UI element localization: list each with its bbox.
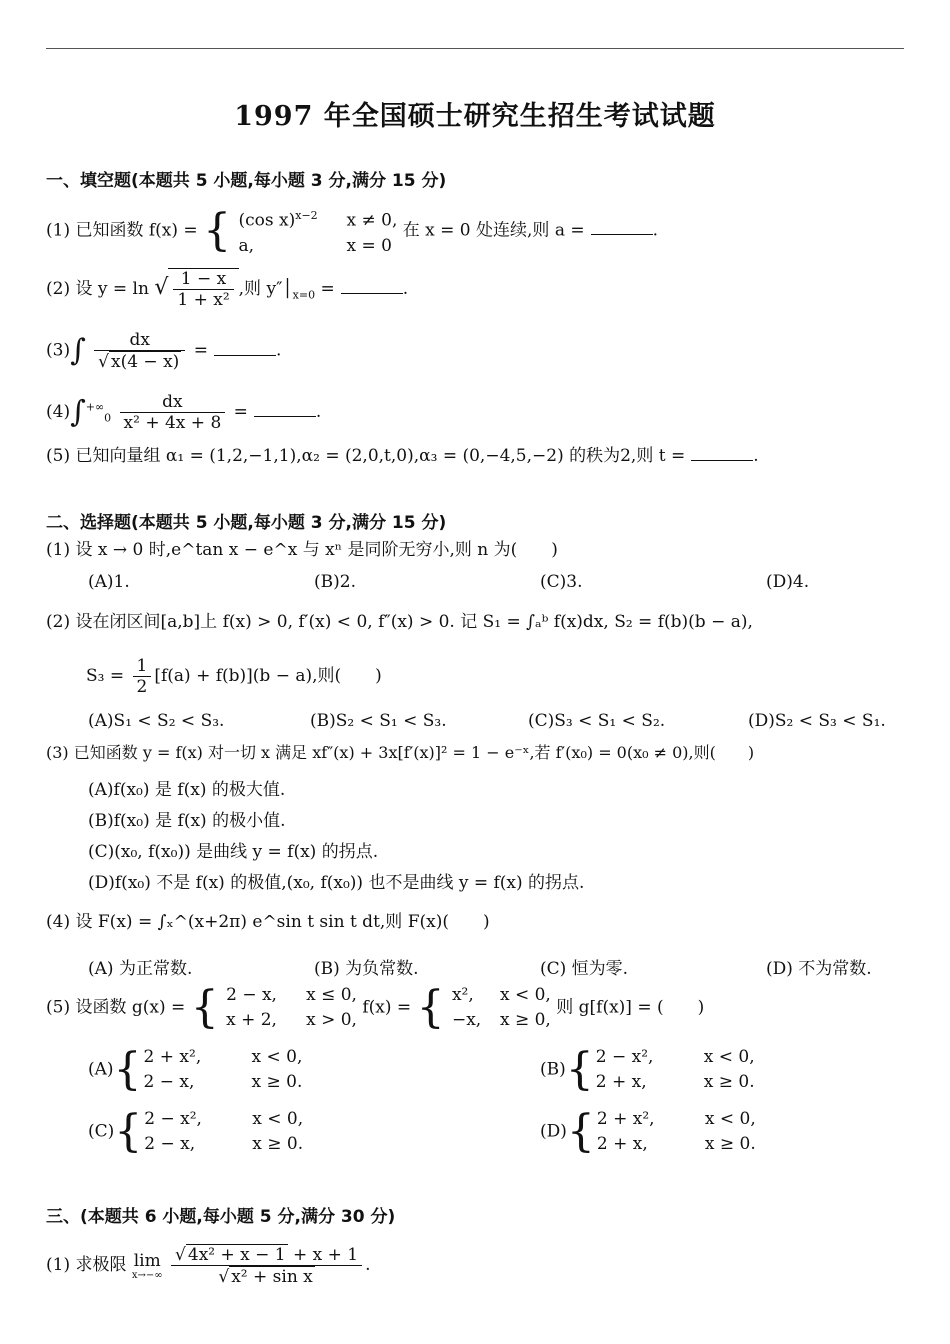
s2q3-option-b: (B)f(x₀) 是 f(x) 的极小值.: [88, 811, 286, 831]
sqrt-icon: √: [154, 275, 169, 300]
f-case1-cond: x < 0,: [499, 985, 551, 1005]
s1q2-den: 1 + x²: [177, 290, 230, 310]
s1q4-den: x² + 4x + 8: [123, 413, 222, 433]
s2-question-3: (3) 已知函数 y = f(x) 对一切 x 满足 xf″(x) + 3x[f′(x)]² = 1 − e⁻ˣ,若 f′(x₀) = 0(x₀ ≠ 0),则( ): [46, 743, 755, 762]
option-a-cond1: x < 0,: [251, 1047, 303, 1067]
s1q4-eq: =: [233, 402, 248, 422]
s1q2-fraction: [173, 269, 233, 310]
option-b-cond1: x < 0,: [703, 1047, 755, 1067]
answer-blank: [341, 293, 403, 294]
s1q1-prefix: (1) 已知函数 f(x) =: [46, 220, 198, 241]
s1q1-case2-cond: x = 0: [346, 235, 392, 256]
s2q5-f-cases: [452, 983, 551, 1033]
left-brace-icon: {: [203, 204, 232, 256]
s1q1-cases: [239, 203, 398, 259]
left-brace-icon: {: [113, 1044, 142, 1095]
s1q3-eq: =: [193, 340, 208, 361]
s3q1-prefix: (1) 求极限: [46, 1255, 127, 1275]
option-d-cond1: x < 0,: [704, 1109, 756, 1129]
answer-blank: [691, 460, 753, 461]
s2q3-option-d: (D)f(x₀) 不是 f(x) 的极值,(x₀, f(x₀)) 也不是曲线 y = f(x) 的拐点.: [88, 873, 585, 893]
s2q2-half: [133, 656, 152, 697]
s1q4-prefix: (4): [46, 402, 71, 422]
s1q2-suffix: ,则 y″: [238, 279, 283, 299]
s3q1-limit: [132, 1251, 163, 1281]
lim-word: lim: [133, 1250, 161, 1271]
s2-question-2: (2) 设在闭区间[a,b]上 f(x) > 0, f′(x) < 0, f″(x) > 0. 记 S₁ = ∫ₐᵇ f(x)dx, S₂ = f(b)(b − a),: [46, 612, 753, 632]
page-title: 1997 年全国硕士研究生招生考试试题: [234, 101, 716, 132]
s2q2-option-b: (B)S₂ < S₁ < S₃.: [310, 711, 447, 731]
s1q4-upper: +∞: [85, 400, 105, 414]
s2q5-option-a: [88, 1045, 302, 1095]
s1q3-prefix: (3): [46, 340, 71, 361]
s1q1-case1: (cos x): [238, 210, 296, 231]
s1q1-case2: a,: [238, 235, 255, 256]
s2-question-2-line2: [86, 656, 382, 697]
s2q2-s3: S₃ =: [86, 666, 125, 686]
option-b-case2: 2 + x,: [595, 1072, 647, 1092]
s2q1-option-b: (B)2.: [314, 572, 356, 592]
s2q5-option-d: [540, 1107, 756, 1157]
answer-blank: [591, 234, 653, 235]
s1-question-3: (3)∫ $\frac{dx}{√ x(4 - x)}$ = .: [46, 330, 282, 372]
s2q1-option-c: (C)3.: [540, 572, 583, 592]
s2-question-5: [46, 983, 704, 1033]
s2q3-option-c: (C)(x₀, f(x₀)) 是曲线 y = f(x) 的拐点.: [88, 842, 379, 862]
f-case2: −x,: [451, 1010, 482, 1030]
answer-blank: [254, 416, 316, 417]
s1q2-prefix: (2) 设 y = ln: [46, 279, 149, 299]
s1-question-4: $(4)\int^{+\infty}_0$ $\frac{dx}{\text{x² + 4x + 8}}$ = .: [46, 392, 322, 433]
s1q5-text: (5) 已知向量组 α₁ = (1,2,−1,1),α₂ = (2,0,t,0),α₃ = (0,−4,5,−2) 的秩为2,则 t =: [46, 446, 686, 466]
g-case2: x + 2,: [226, 1010, 277, 1030]
option-c-cond2: x ≥ 0.: [252, 1134, 304, 1154]
g-case1: 2 − x,: [226, 985, 277, 1005]
s1-question-5: (5) 已知向量组 α₁ = (1,2,−1,1),α₂ = (2,0,t,0),α₃ = (0,−4,5,−2) 的秩为2,则 t = .: [46, 446, 759, 466]
f-case2-cond: x ≥ 0,: [499, 1010, 551, 1030]
option-a-cond2: x ≥ 0.: [251, 1072, 303, 1092]
s2q2-option-d: (D)S₂ < S₃ < S₁.: [748, 711, 886, 731]
s2q5-option-b: [540, 1045, 755, 1095]
option-a-label: (A): [88, 1059, 114, 1080]
s1q3-num: dx: [94, 330, 185, 351]
left-brace-icon: {: [190, 982, 219, 1033]
s1q1-suffix: 在 x = 0 处连续,则 a =: [402, 220, 585, 241]
s2q5-g-cases: [226, 983, 357, 1033]
s2q4-option-c: (C) 恒为零.: [540, 959, 629, 979]
s1q1-case1-cond: x ≠ 0,: [346, 210, 398, 231]
g-case2-cond: x > 0,: [306, 1010, 357, 1030]
section1-heading: 一、填空题(本题共 5 小题,每小题 3 分,满分 15 分): [46, 171, 447, 191]
option-b-case1: 2 − x²,: [595, 1047, 654, 1067]
lim-subscript: x→−∞: [131, 1269, 163, 1281]
s3q1-fraction: $\frac{\text{√ 4x² + x − 1 + x + 1}}{\text{√ x² + sin x}}$: [171, 1244, 362, 1287]
left-brace-icon: {: [566, 1106, 595, 1157]
option-c-case1: 2 − x²,: [144, 1109, 202, 1129]
s3q1-end: .: [365, 1255, 371, 1275]
option-d-label: (D): [540, 1121, 567, 1142]
option-a-case1: 2 + x²,: [143, 1047, 202, 1067]
section2-heading: 二、选择题(本题共 5 小题,每小题 3 分,满分 15 分): [46, 513, 447, 533]
s2q2-half-num: 1: [133, 656, 152, 677]
integral-icon: ∫: [70, 333, 86, 368]
s2q3-option-a: (A)f(x₀) 是 f(x) 的极大值.: [88, 780, 286, 800]
s1q2-num: 1 − x: [173, 269, 233, 290]
s2q4-option-a: (A) 为正常数.: [88, 959, 193, 979]
s2q5-suffix: 则 g[f(x)] = ( ): [556, 997, 705, 1018]
s2-question-1: (1) 设 x → 0 时,e^tan x − e^x 与 xⁿ 是同阶无穷小,则 n 为( ): [46, 540, 558, 560]
s1-question-2: (2) 设 y = ln √ $\frac{1 - x}{\text{1 + x²}}$ ,则 $y''│_{x=0}$ = .: [46, 269, 409, 310]
option-c-label: (C): [88, 1121, 115, 1142]
option-b-label: (B): [540, 1059, 566, 1080]
s1q4-num: dx: [120, 392, 226, 413]
option-d-cond2: x ≥ 0.: [704, 1134, 756, 1154]
s3q1-num-radicand: 4x² + x − 1: [187, 1245, 286, 1265]
s2q2-option-c: (C)S₃ < S₁ < S₂.: [528, 711, 666, 731]
s1q2-eq: =: [320, 279, 335, 299]
s2q2-suffix: [f(a) + f(b)](b − a),则( ): [154, 666, 382, 686]
s2q4-option-b: (B) 为负常数.: [314, 959, 419, 979]
left-brace-icon: {: [114, 1106, 143, 1157]
answer-blank: [214, 355, 276, 356]
option-d-case1: 2 + x²,: [596, 1109, 655, 1129]
s1q1-case1-exp: x−2: [295, 209, 318, 222]
s3q1-den-radicand: x² + sin x: [231, 1267, 313, 1287]
s1q2-eval: x=0: [292, 288, 316, 302]
s3q1-num-rest: + x + 1: [293, 1245, 359, 1265]
s2q5-option-c: [88, 1107, 303, 1157]
integral-icon: ∫: [70, 394, 86, 430]
s2q4-option-d: (D) 不为常数.: [766, 959, 872, 979]
s2q1-option-d: (D)4.: [766, 572, 810, 592]
s2q1-option-a: (A)1.: [88, 572, 130, 592]
s1q3-fraction: $\frac{dx}{√ x(4 - x)}$: [94, 330, 185, 372]
f-case1: x²,: [451, 985, 474, 1005]
option-c-cond1: x < 0,: [252, 1109, 304, 1129]
s2-question-4: (4) 设 F(x) = ∫ₓ^(x+2π) e^sin t sin t dt,则 F(x)( ): [46, 912, 490, 932]
s3-question-1: [46, 1244, 371, 1287]
s1q4-lower: 0: [104, 411, 112, 425]
s2q2-half-den: 2: [136, 677, 148, 697]
s2q5-prefix: (5) 设函数 g(x) =: [46, 997, 186, 1018]
s2q2-option-a: (A)S₁ < S₂ < S₃.: [88, 711, 225, 731]
option-d-case2: 2 + x,: [596, 1134, 648, 1154]
s1q4-fraction: [120, 392, 226, 433]
s2q5-mid: f(x) =: [362, 997, 412, 1018]
option-b-cond2: x ≥ 0.: [703, 1072, 755, 1092]
section3-heading: 三、(本题共 6 小题,每小题 5 分,满分 30 分): [46, 1207, 396, 1227]
option-c-case2: 2 − x,: [144, 1134, 196, 1154]
s1-question-1: (1) 已知函数 f(x) = { (cos x)$^{x-2}$ x ≠ 0, a, x = 0 在 x = 0 处连续,则 a = .: [46, 203, 658, 259]
option-a-case2: 2 − x,: [143, 1072, 195, 1092]
g-case1-cond: x ≤ 0,: [306, 985, 357, 1005]
top-rule: [46, 48, 904, 49]
left-brace-icon: {: [416, 982, 445, 1033]
s1q3-den: x(4 − x): [110, 352, 180, 372]
left-brace-icon: {: [565, 1044, 594, 1095]
